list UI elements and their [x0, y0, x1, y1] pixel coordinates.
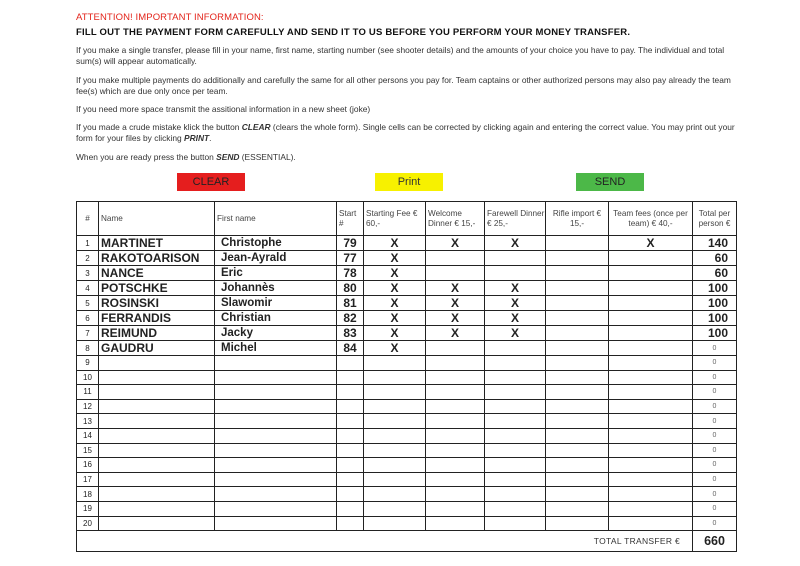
team-fee-cell[interactable]	[609, 266, 693, 281]
table-row	[77, 281, 737, 296]
starting-fee-cell[interactable]	[364, 443, 426, 458]
name-cell[interactable]	[99, 472, 215, 487]
total-per-person-cell: 0	[693, 356, 737, 371]
first-name-cell[interactable]: Slawomir	[215, 296, 337, 311]
team-fee-cell[interactable]	[609, 487, 693, 502]
row-number-cell: 7	[77, 326, 99, 341]
row-number-cell: 3	[77, 266, 99, 281]
rifle-import-cell[interactable]	[546, 266, 609, 281]
table-row	[77, 341, 737, 356]
team-fee-cell[interactable]	[609, 341, 693, 356]
farewell-dinner-cell[interactable]	[485, 266, 546, 281]
first-name-cell[interactable]	[215, 516, 337, 531]
col-header-first-name: First name	[215, 202, 337, 236]
start-number-cell[interactable]: 78	[337, 266, 364, 281]
start-number-cell[interactable]	[337, 487, 364, 502]
col-header-team-fees: Team fees (once per team) € 40,-	[609, 202, 693, 236]
table-row	[77, 236, 737, 251]
starting-fee-cell[interactable]: X	[364, 311, 426, 326]
total-per-person-cell: 100	[693, 326, 737, 341]
start-number-cell[interactable]	[337, 472, 364, 487]
first-name-cell[interactable]: Johannès	[215, 281, 337, 296]
team-fee-cell[interactable]: X	[609, 236, 693, 251]
table-row	[77, 458, 737, 473]
clear-keyword: CLEAR	[241, 122, 271, 132]
col-header-name: Name	[99, 202, 215, 236]
total-per-person-cell: 0	[693, 487, 737, 502]
total-per-person-cell: 0	[693, 399, 737, 414]
starting-fee-cell[interactable]: X	[364, 281, 426, 296]
instructions-headline: FILL OUT THE PAYMENT FORM CAREFULLY AND SEND IT TO US BEFORE YOU PERFORM YOUR MONEY TRANSFER.	[76, 27, 631, 38]
start-number-cell[interactable]: 84	[337, 341, 364, 356]
total-per-person-cell: 140	[693, 236, 737, 251]
name-cell[interactable]: MARTINET	[99, 236, 215, 251]
team-fee-cell[interactable]	[609, 428, 693, 443]
team-fee-cell[interactable]	[609, 296, 693, 311]
col-header-total: Total per person €	[693, 202, 737, 236]
total-per-person-cell: 60	[693, 251, 737, 266]
farewell-dinner-cell[interactable]	[485, 501, 546, 516]
farewell-dinner-cell[interactable]	[485, 251, 546, 266]
start-number-cell[interactable]: 81	[337, 296, 364, 311]
row-number-cell: 15	[77, 443, 99, 458]
farewell-dinner-cell[interactable]	[485, 443, 546, 458]
total-per-person-cell: 0	[693, 428, 737, 443]
first-name-cell[interactable]	[215, 356, 337, 371]
total-per-person-cell: 0	[693, 501, 737, 516]
total-per-person-cell: 0	[693, 341, 737, 356]
rifle-import-cell[interactable]	[546, 370, 609, 385]
name-cell[interactable]	[99, 428, 215, 443]
team-fee-cell[interactable]	[609, 516, 693, 531]
name-cell[interactable]	[99, 516, 215, 531]
clear-button[interactable]: CLEAR	[177, 173, 245, 191]
first-name-cell[interactable]	[215, 385, 337, 400]
rifle-import-cell[interactable]	[546, 472, 609, 487]
name-cell[interactable]: RAKOTOARISON	[99, 251, 215, 266]
name-cell[interactable]: FERRANDIS	[99, 311, 215, 326]
starting-fee-cell[interactable]	[364, 399, 426, 414]
farewell-dinner-cell[interactable]: X	[485, 311, 546, 326]
total-per-person-cell: 0	[693, 472, 737, 487]
first-name-cell[interactable]	[215, 414, 337, 429]
first-name-cell[interactable]	[215, 458, 337, 473]
row-number-cell: 8	[77, 341, 99, 356]
row-number-cell: 9	[77, 356, 99, 371]
team-fee-cell[interactable]	[609, 399, 693, 414]
team-fee-cell[interactable]	[609, 501, 693, 516]
row-number-cell: 10	[77, 370, 99, 385]
starting-fee-cell[interactable]: X	[364, 236, 426, 251]
instructions-text: If you made a crude mistake klick the button	[76, 122, 242, 132]
farewell-dinner-cell[interactable]	[485, 428, 546, 443]
table-row	[77, 501, 737, 516]
first-name-cell[interactable]	[215, 472, 337, 487]
farewell-dinner-cell[interactable]	[485, 341, 546, 356]
farewell-dinner-cell[interactable]: X	[485, 281, 546, 296]
starting-fee-cell[interactable]: X	[364, 296, 426, 311]
team-fee-cell[interactable]	[609, 251, 693, 266]
name-cell[interactable]: ROSINSKI	[99, 296, 215, 311]
welcome-dinner-cell[interactable]	[426, 443, 485, 458]
total-per-person-cell: 100	[693, 281, 737, 296]
starting-fee-cell[interactable]: X	[364, 266, 426, 281]
starting-fee-cell[interactable]: X	[364, 251, 426, 266]
rifle-import-cell[interactable]	[546, 487, 609, 502]
table-row	[77, 428, 737, 443]
start-number-cell[interactable]: 80	[337, 281, 364, 296]
first-name-cell[interactable]	[215, 487, 337, 502]
rifle-import-cell[interactable]	[546, 501, 609, 516]
total-per-person-cell: 0	[693, 370, 737, 385]
table-row	[77, 472, 737, 487]
row-number-cell: 6	[77, 311, 99, 326]
start-number-cell[interactable]	[337, 458, 364, 473]
table-row	[77, 370, 737, 385]
instructions-paragraph: If you need more space transmit the assitional information in a new sheet (joke)	[76, 104, 371, 114]
welcome-dinner-cell[interactable]	[426, 414, 485, 429]
farewell-dinner-cell[interactable]	[485, 414, 546, 429]
col-header-start: Start #	[337, 202, 364, 236]
farewell-dinner-cell[interactable]	[485, 516, 546, 531]
name-cell[interactable]	[99, 370, 215, 385]
name-cell[interactable]	[99, 385, 215, 400]
table-row	[77, 385, 737, 400]
total-per-person-cell: 60	[693, 266, 737, 281]
rifle-import-cell[interactable]	[546, 428, 609, 443]
table-row	[77, 296, 737, 311]
rifle-import-cell[interactable]	[546, 311, 609, 326]
row-number-cell: 5	[77, 296, 99, 311]
welcome-dinner-cell[interactable]: X	[426, 281, 485, 296]
table-row	[77, 326, 737, 341]
starting-fee-cell[interactable]	[364, 458, 426, 473]
name-cell[interactable]	[99, 399, 215, 414]
welcome-dinner-cell[interactable]: X	[426, 296, 485, 311]
table-row	[77, 516, 737, 531]
total-per-person-cell: 0	[693, 458, 737, 473]
table-row	[77, 356, 737, 371]
team-fee-cell[interactable]	[609, 414, 693, 429]
total-per-person-cell: 0	[693, 443, 737, 458]
rifle-import-cell[interactable]	[546, 356, 609, 371]
first-name-cell[interactable]	[215, 443, 337, 458]
name-cell[interactable]	[99, 458, 215, 473]
name-cell[interactable]: REIMUND	[99, 326, 215, 341]
rifle-import-cell[interactable]	[546, 443, 609, 458]
col-header-rifle-import: Rifle import € 15,-	[546, 202, 609, 236]
starting-fee-cell[interactable]	[364, 428, 426, 443]
col-header-farewell-dinner: Farewell Dinner € 25,-	[485, 202, 546, 236]
name-cell[interactable]	[99, 501, 215, 516]
rifle-import-cell[interactable]	[546, 236, 609, 251]
print-button[interactable]: Print	[375, 173, 443, 191]
first-name-cell[interactable]: Jacky	[215, 326, 337, 341]
team-fee-cell[interactable]	[609, 311, 693, 326]
row-number-cell: 11	[77, 385, 99, 400]
row-number-cell: 18	[77, 487, 99, 502]
starting-fee-cell[interactable]	[364, 385, 426, 400]
first-name-cell[interactable]	[215, 370, 337, 385]
instructions-text: .	[209, 133, 212, 143]
rifle-import-cell[interactable]	[546, 399, 609, 414]
instructions-paragraph	[76, 152, 736, 163]
instructions-text: (ESSENTIAL).	[239, 152, 296, 162]
welcome-dinner-cell[interactable]	[426, 399, 485, 414]
total-per-person-cell: 0	[693, 516, 737, 531]
total-per-person-cell: 0	[693, 385, 737, 400]
payment-table	[76, 201, 737, 552]
table-row	[77, 414, 737, 429]
name-cell[interactable]	[99, 356, 215, 371]
table-row	[77, 487, 737, 502]
first-name-cell[interactable]: Jean-Ayrald	[215, 251, 337, 266]
farewell-dinner-cell[interactable]: X	[485, 296, 546, 311]
starting-fee-cell[interactable]	[364, 370, 426, 385]
total-transfer-label: TOTAL TRANSFER €	[77, 531, 693, 552]
first-name-cell[interactable]: Christophe	[215, 236, 337, 251]
start-number-cell[interactable]	[337, 428, 364, 443]
starting-fee-cell[interactable]: X	[364, 326, 426, 341]
send-button[interactable]: SEND	[576, 173, 644, 191]
welcome-dinner-cell[interactable]	[426, 501, 485, 516]
row-number-cell: 13	[77, 414, 99, 429]
starting-fee-cell[interactable]	[364, 356, 426, 371]
starting-fee-cell[interactable]	[364, 472, 426, 487]
rifle-import-cell[interactable]	[546, 414, 609, 429]
row-number-cell: 4	[77, 281, 99, 296]
welcome-dinner-cell[interactable]	[426, 487, 485, 502]
welcome-dinner-cell[interactable]	[426, 356, 485, 371]
team-fee-cell[interactable]	[609, 370, 693, 385]
welcome-dinner-cell[interactable]	[426, 341, 485, 356]
start-number-cell[interactable]	[337, 399, 364, 414]
farewell-dinner-cell[interactable]	[485, 385, 546, 400]
row-number-cell: 2	[77, 251, 99, 266]
welcome-dinner-cell[interactable]	[426, 385, 485, 400]
farewell-dinner-cell[interactable]: X	[485, 326, 546, 341]
rifle-import-cell[interactable]	[546, 385, 609, 400]
farewell-dinner-cell[interactable]	[485, 458, 546, 473]
start-number-cell[interactable]: 77	[337, 251, 364, 266]
start-number-cell[interactable]	[337, 414, 364, 429]
welcome-dinner-cell[interactable]	[426, 428, 485, 443]
starting-fee-cell[interactable]	[364, 414, 426, 429]
welcome-dinner-cell[interactable]: X	[426, 326, 485, 341]
col-header-starting-fee: Starting Fee € 60,-	[364, 202, 426, 236]
name-cell[interactable]	[99, 443, 215, 458]
welcome-dinner-cell[interactable]	[426, 458, 485, 473]
farewell-dinner-cell[interactable]	[485, 370, 546, 385]
col-header-number: #	[77, 202, 99, 236]
total-per-person-cell: 0	[693, 414, 737, 429]
col-header-welcome-dinner: Welcome Dinner € 15,-	[426, 202, 485, 236]
table-row	[77, 443, 737, 458]
farewell-dinner-cell[interactable]	[485, 487, 546, 502]
start-number-cell[interactable]: 82	[337, 311, 364, 326]
start-number-cell[interactable]: 83	[337, 326, 364, 341]
team-fee-cell[interactable]	[609, 326, 693, 341]
team-fee-cell[interactable]	[609, 281, 693, 296]
team-fee-cell[interactable]	[609, 472, 693, 487]
row-number-cell: 16	[77, 458, 99, 473]
table-row	[77, 399, 737, 414]
team-fee-cell[interactable]	[609, 458, 693, 473]
instructions-paragraph: If you make multiple payments do additionally and carefully the same for all other persons you pay for. Team captains or other authorized persons may also pay already the team fee(s) which are due only once per team.	[76, 75, 731, 96]
name-cell[interactable]: GAUDRU	[99, 341, 215, 356]
rifle-import-cell[interactable]	[546, 281, 609, 296]
send-keyword: SEND	[216, 152, 240, 162]
instructions-paragraph	[76, 122, 736, 144]
first-name-cell[interactable]	[215, 399, 337, 414]
rifle-import-cell[interactable]	[546, 458, 609, 473]
attention-heading: ATTENTION! IMPORTANT INFORMATION:	[76, 12, 264, 23]
starting-fee-cell[interactable]	[364, 501, 426, 516]
first-name-cell[interactable]	[215, 501, 337, 516]
row-number-cell: 19	[77, 501, 99, 516]
welcome-dinner-cell[interactable]	[426, 472, 485, 487]
name-cell[interactable]: NANCE	[99, 266, 215, 281]
first-name-cell[interactable]	[215, 428, 337, 443]
farewell-dinner-cell[interactable]	[485, 356, 546, 371]
instructions-text: (clears the whole form). Single cells can be corrected by clicking again and entering the correct value. You may print out your form for your files by clicking	[76, 122, 735, 143]
welcome-dinner-cell[interactable]	[426, 516, 485, 531]
total-per-person-cell: 100	[693, 296, 737, 311]
name-cell[interactable]: POTSCHKE	[99, 281, 215, 296]
name-cell[interactable]	[99, 487, 215, 502]
team-fee-cell[interactable]	[609, 443, 693, 458]
rifle-import-cell[interactable]	[546, 296, 609, 311]
team-fee-cell[interactable]	[609, 385, 693, 400]
starting-fee-cell[interactable]: X	[364, 341, 426, 356]
start-number-cell[interactable]: 79	[337, 236, 364, 251]
start-number-cell[interactable]	[337, 385, 364, 400]
welcome-dinner-cell[interactable]: X	[426, 311, 485, 326]
row-number-cell: 20	[77, 516, 99, 531]
welcome-dinner-cell[interactable]: X	[426, 236, 485, 251]
farewell-dinner-cell[interactable]: X	[485, 236, 546, 251]
starting-fee-cell[interactable]	[364, 516, 426, 531]
row-number-cell: 14	[77, 428, 99, 443]
table-row	[77, 311, 737, 326]
row-number-cell: 1	[77, 236, 99, 251]
table-header-row	[77, 202, 737, 236]
start-number-cell[interactable]	[337, 516, 364, 531]
instructions-paragraph: If you make a single transfer, please fill in your name, first name, starting number (see shooter details) and the amounts of your choice you have to pay. The individual and total sum(s) will appear automatically.	[76, 45, 725, 66]
first-name-cell[interactable]: Eric	[215, 266, 337, 281]
welcome-dinner-cell[interactable]	[426, 370, 485, 385]
rifle-import-cell[interactable]	[546, 341, 609, 356]
rifle-import-cell[interactable]	[546, 516, 609, 531]
instructions-text: When you are ready press the button	[76, 152, 217, 162]
row-number-cell: 17	[77, 472, 99, 487]
first-name-cell[interactable]: Christian	[215, 311, 337, 326]
table-row	[77, 266, 737, 281]
start-number-cell[interactable]	[337, 356, 364, 371]
name-cell[interactable]	[99, 414, 215, 429]
row-number-cell: 12	[77, 399, 99, 414]
team-fee-cell[interactable]	[609, 356, 693, 371]
total-transfer-value: 660	[693, 531, 737, 552]
first-name-cell[interactable]: Michel	[215, 341, 337, 356]
farewell-dinner-cell[interactable]	[485, 399, 546, 414]
farewell-dinner-cell[interactable]	[485, 472, 546, 487]
total-per-person-cell: 100	[693, 311, 737, 326]
start-number-cell[interactable]	[337, 370, 364, 385]
print-keyword: PRINT	[183, 133, 210, 143]
welcome-dinner-cell[interactable]	[426, 266, 485, 281]
start-number-cell[interactable]	[337, 501, 364, 516]
starting-fee-cell[interactable]	[364, 487, 426, 502]
total-row	[77, 531, 737, 552]
start-number-cell[interactable]	[337, 443, 364, 458]
table-row	[77, 251, 737, 266]
rifle-import-cell[interactable]	[546, 326, 609, 341]
rifle-import-cell[interactable]	[546, 251, 609, 266]
welcome-dinner-cell[interactable]	[426, 251, 485, 266]
